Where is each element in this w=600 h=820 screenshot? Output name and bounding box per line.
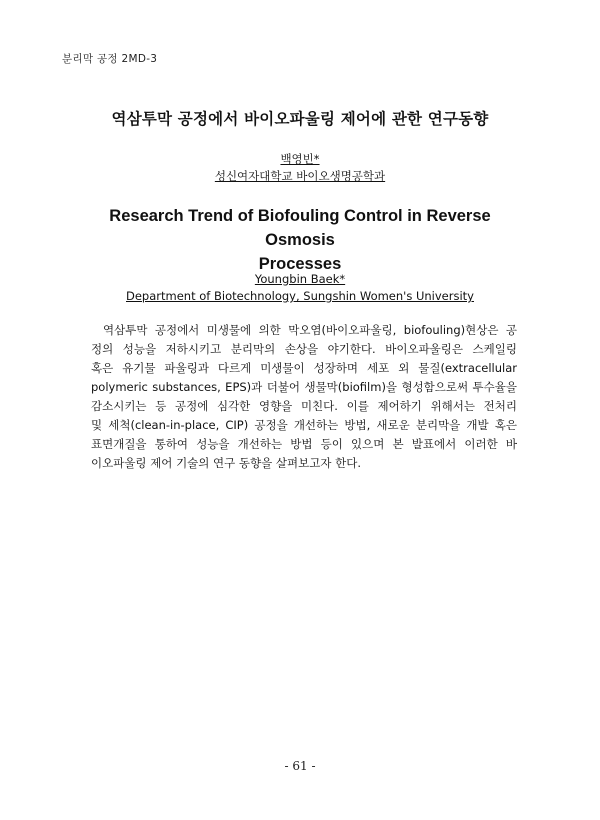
- abstract-line: 혹은 유기물 파울링과 다르게 미생물이 성장하며 세포 외 물질(extracellular: [91, 361, 517, 375]
- session-code-label: 분리막 공정 2MD-3: [62, 53, 158, 65]
- english-author-name: Youngbin Baek*: [254, 272, 346, 286]
- english-title-line-1: Research Trend of Biofouling Control in Reverse Osmosis: [109, 207, 491, 249]
- abstract-line: 역삼투막 공정에서 미생물에 의한 막오염(바이오파울링, biofouling)현상은 공: [103, 323, 517, 337]
- abstract-body: [91, 321, 517, 473]
- abstract-line: 감소시키는 등 공정에 심각한 영향을 미친다. 이를 제어하기 위해서는 전처리: [91, 399, 517, 413]
- english-affiliation-text: Department of Biotechnology, Sungshin Women's University: [126, 289, 474, 303]
- abstract-line: 정의 성능을 저하시키고 분리막의 손상을 야기한다. 바이오파울링은 스케일링: [91, 342, 517, 356]
- korean-author: [0, 151, 600, 167]
- english-author: [0, 272, 600, 286]
- english-title: [80, 204, 520, 276]
- abstract-line: 이오파울링 제어 기술의 연구 동향을 살펴보고자 한다.: [91, 456, 361, 470]
- abstract-line: 및 세척(clean-in-place, CIP) 공정을 개선하는 방법, 새로운 분리막을 개발 혹은: [91, 418, 517, 432]
- korean-title: 역삼투막 공정에서 바이오파울링 제어에 관한 연구동향: [111, 110, 489, 128]
- korean-author-name: 백영빈*: [280, 152, 320, 166]
- abstract-line: polymeric substances, EPS)과 더불어 생물막(biofilm)을 형성함으로써 투수율을: [91, 380, 517, 394]
- english-title-line-2: Processes: [258, 255, 342, 273]
- abstract-line: 표면개질을 통하여 성능을 개선하는 방법 등이 있으며 본 발표에서 이러한 바: [91, 437, 517, 451]
- korean-affiliation: [0, 168, 600, 184]
- korean-affiliation-text: 성신여자대학교 바이오생명공학과: [214, 169, 386, 183]
- page-number: - 61 -: [284, 759, 316, 773]
- english-affiliation: [0, 289, 600, 303]
